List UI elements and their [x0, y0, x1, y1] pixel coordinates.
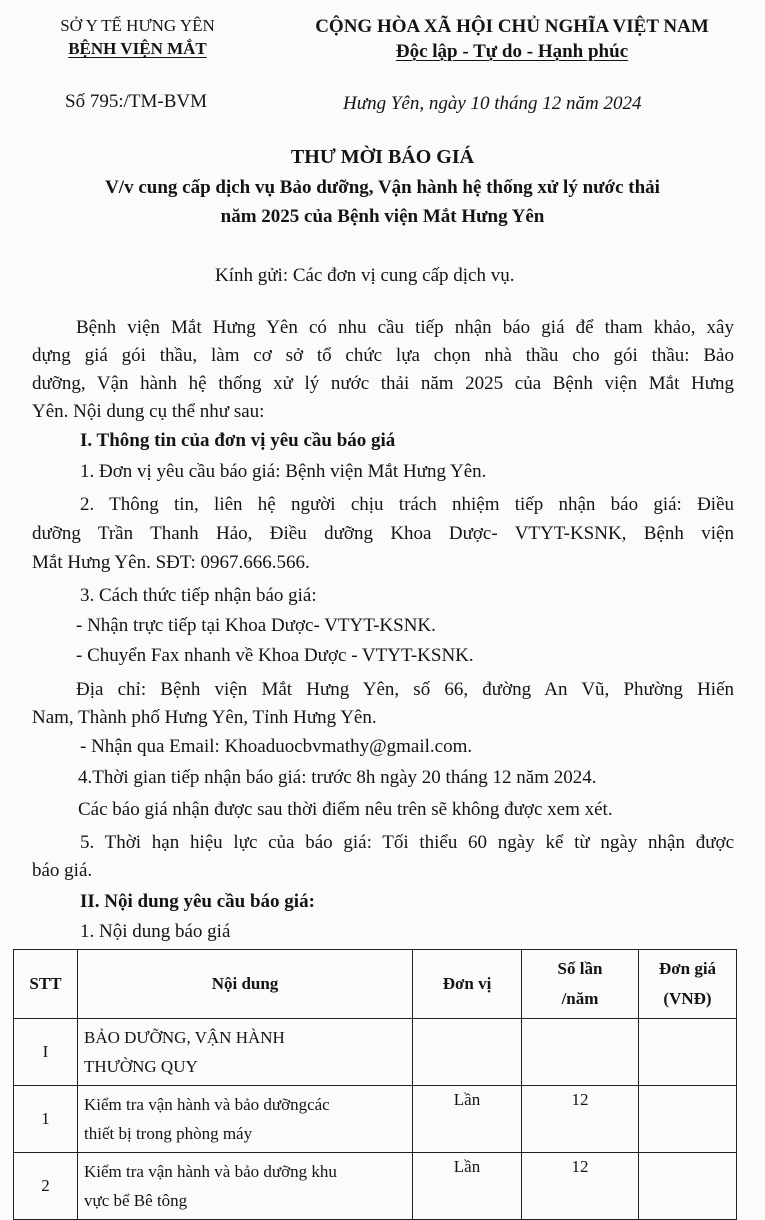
intro-line-1: Bệnh viện Mắt Hưng Yên có nhu cầu tiếp nhận báo giá để tham khảo, xây — [76, 317, 734, 338]
row-times: 12 — [522, 1153, 639, 1220]
row-times: 12 — [522, 1086, 639, 1153]
row-stt: I — [14, 1019, 78, 1086]
row-unit — [413, 1019, 522, 1086]
row-unit: Lần — [413, 1153, 522, 1220]
row-content-line-2: vực bể Bê tông — [84, 1191, 188, 1210]
subject-line-1: V/v cung cấp dịch vụ Bảo dưỡng, Vận hành hệ thống xử lý nước thải — [105, 177, 660, 198]
validity-line-1: 5. Thời hạn hiệu lực của báo giá: Tối thiểu 60 ngày kể từ ngày nhận được — [80, 832, 734, 853]
national-motto — [282, 41, 742, 63]
issuing-hospital — [30, 39, 245, 59]
row-price — [639, 1153, 737, 1220]
row-content-line-2: THƯỜNG QUY — [84, 1057, 198, 1076]
receipt-methods: 3. Cách thức tiếp nhận báo giá: — [80, 585, 317, 606]
table-header-row — [14, 950, 737, 1019]
validity-line-2: báo giá. — [32, 860, 93, 881]
issuing-hospital-name: BỆNH VIỆN MẮT — [68, 39, 207, 58]
receipt-direct: - Nhận trực tiếp tại Khoa Dược- VTYT-KSNK. — [76, 615, 436, 636]
quote-content-subheading: 1. Nội dung báo giá — [80, 921, 231, 942]
header-times-per-year — [522, 950, 639, 1019]
parent-agency: SỞ Y TẾ HƯNG YÊN — [60, 16, 215, 35]
header-times-line-1: Số lần — [557, 959, 603, 978]
row-content — [78, 1019, 413, 1086]
address-line-2: Nam, Thành phố Hưng Yên, Tỉnh Hưng Yên. — [32, 707, 377, 728]
intro-line-2: dựng giá gói thầu, làm cơ sở tổ chức lựa chọn nhà thầu cho gói thầu: Bảo — [32, 345, 734, 366]
requester-unit: 1. Đơn vị yêu cầu báo giá: Bệnh viện Mắt Hưng Yên. — [80, 461, 487, 482]
document-title: THƯ MỜI BÁO GIÁ — [290, 146, 475, 168]
section-2-heading: II. Nội dung yêu cầu báo giá: — [80, 891, 315, 912]
row-content-line-1: Kiểm tra vận hành và bảo dưỡngcác — [84, 1095, 330, 1114]
contact-line-3: Mắt Hưng Yên. SĐT: 0967.666.566. — [32, 552, 310, 573]
contact-line-2: dưỡng Trần Thanh Hảo, Điều dưỡng Khoa Dược- VTYT-KSNK, Bệnh viện — [32, 523, 734, 544]
header-price-line-2: (VNĐ) — [663, 989, 712, 1008]
row-content-line-2: thiết bị trong phòng máy — [84, 1124, 253, 1143]
header-content: Nội dung — [78, 950, 413, 1019]
table-row — [14, 1086, 737, 1153]
receipt-fax: - Chuyển Fax nhanh về Khoa Dược - VTYT-KSNK. — [76, 645, 474, 666]
header-times-line-2: /năm — [561, 989, 599, 1008]
address-line-1: Địa chỉ: Bệnh viện Mắt Hưng Yên, số 66, đường An Vũ, Phường Hiến — [76, 679, 734, 700]
greeting: Kính gửi: Các đơn vị cung cấp dịch vụ. — [215, 265, 515, 286]
national-motto-text: Độc lập - Tự do - Hạnh phúc — [395, 41, 629, 62]
row-price — [639, 1086, 737, 1153]
intro-line-3: dưỡng, Vận hành hệ thống xử lý nước thải năm 2025 của Bệnh viện Mắt Hưng — [32, 373, 734, 394]
receipt-email: - Nhận qua Email: Khoaduocbvmathy@gmail.com. — [80, 736, 473, 757]
quote-table — [13, 949, 737, 1220]
row-unit: Lần — [413, 1086, 522, 1153]
receipt-deadline: 4.Thời gian tiếp nhận báo giá: trước 8h ngày 20 tháng 12 năm 2024. — [78, 767, 597, 788]
deadline-note: Các báo giá nhận được sau thời điểm nêu trên sẽ không được xem xét. — [78, 799, 613, 820]
row-content — [78, 1086, 413, 1153]
subject-line-2: năm 2025 của Bệnh viện Mắt Hưng Yên — [220, 206, 545, 227]
table-row — [14, 1153, 737, 1220]
row-price — [639, 1019, 737, 1086]
national-title: CỘNG HÒA XÃ HỘI CHỦ NGHĨA VIỆT NAM — [315, 16, 709, 37]
header-stt: STT — [14, 950, 78, 1019]
header-unit: Đơn vị — [413, 950, 522, 1019]
table-row — [14, 1019, 737, 1086]
intro-line-4: Yên. Nội dung cụ thể như sau: — [32, 401, 265, 422]
row-content — [78, 1153, 413, 1220]
header-price-line-1: Đơn giá — [658, 959, 717, 978]
document-number: Số 795:/TM-BVM — [65, 91, 207, 112]
contact-line-1: 2. Thông tin, liên hệ người chịu trách nhiệm tiếp nhận báo giá: Điều — [80, 494, 734, 515]
row-times — [522, 1019, 639, 1086]
place-and-date: Hưng Yên, ngày 10 tháng 12 năm 2024 — [343, 93, 642, 114]
row-content-line-1: Kiểm tra vận hành và bảo dưỡng khu — [84, 1162, 337, 1181]
header-unit-price — [639, 950, 737, 1019]
row-content-line-1: BẢO DƯỠNG, VẬN HÀNH — [84, 1028, 285, 1047]
row-stt: 2 — [14, 1153, 78, 1220]
row-stt: 1 — [14, 1086, 78, 1153]
section-1-heading: I. Thông tin của đơn vị yêu cầu báo giá — [80, 430, 396, 451]
